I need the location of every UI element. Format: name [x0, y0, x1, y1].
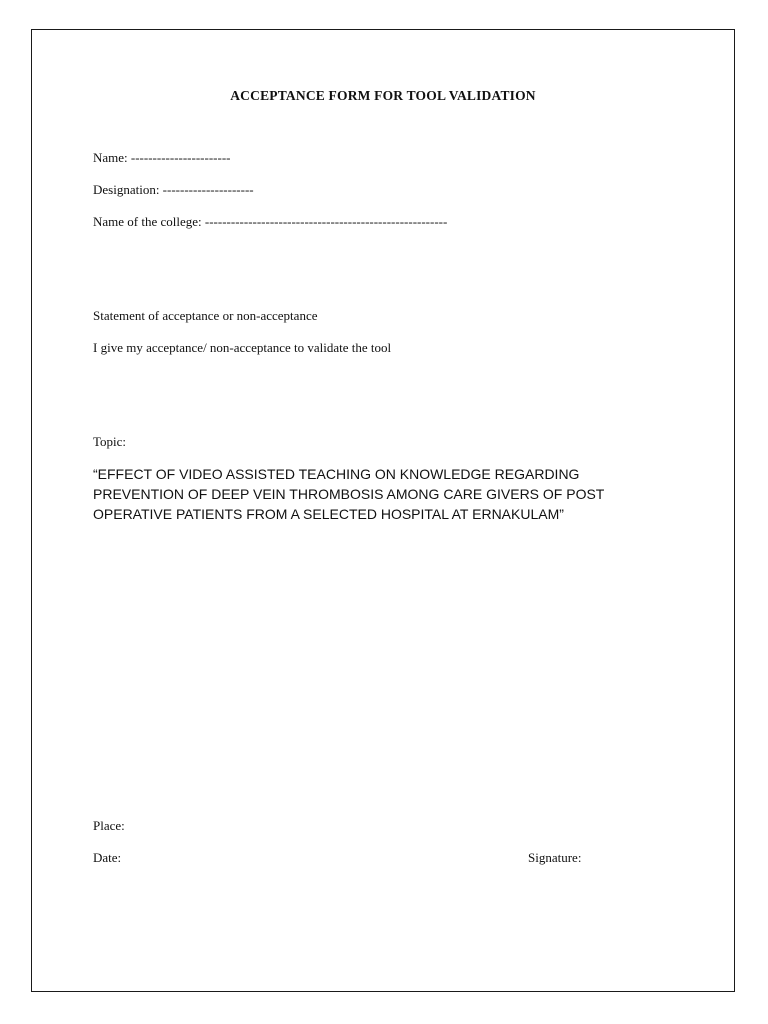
statement-heading: Statement of acceptance or non-acceptance	[93, 308, 318, 323]
topic-label: Topic:	[93, 434, 127, 449]
topic-line: “EFFECT OF VIDEO ASSISTED TEACHING ON KNOWLEDGE REGARDING	[93, 466, 580, 482]
topic-text	[93, 464, 693, 524]
date-field: Date:	[93, 850, 122, 865]
form-title: ACCEPTANCE FORM FOR TOOL VALIDATION	[230, 88, 536, 103]
name-field: Name: -----------------------	[93, 150, 231, 165]
designation-field: Designation: ---------------------	[93, 182, 254, 197]
college-name-field: Name of the college: --------------------------------------------------------	[93, 214, 448, 229]
statement-text: I give my acceptance/ non-acceptance to validate the tool	[93, 340, 392, 355]
topic-line: PREVENTION OF DEEP VEIN THROMBOSIS AMONG CARE GIVERS OF POST	[93, 486, 605, 502]
place-field: Place:	[93, 818, 125, 833]
signature-field: Signature:	[528, 850, 582, 865]
topic-line: OPERATIVE PATIENTS FROM A SELECTED HOSPITAL AT ERNAKULAM”	[93, 506, 564, 522]
